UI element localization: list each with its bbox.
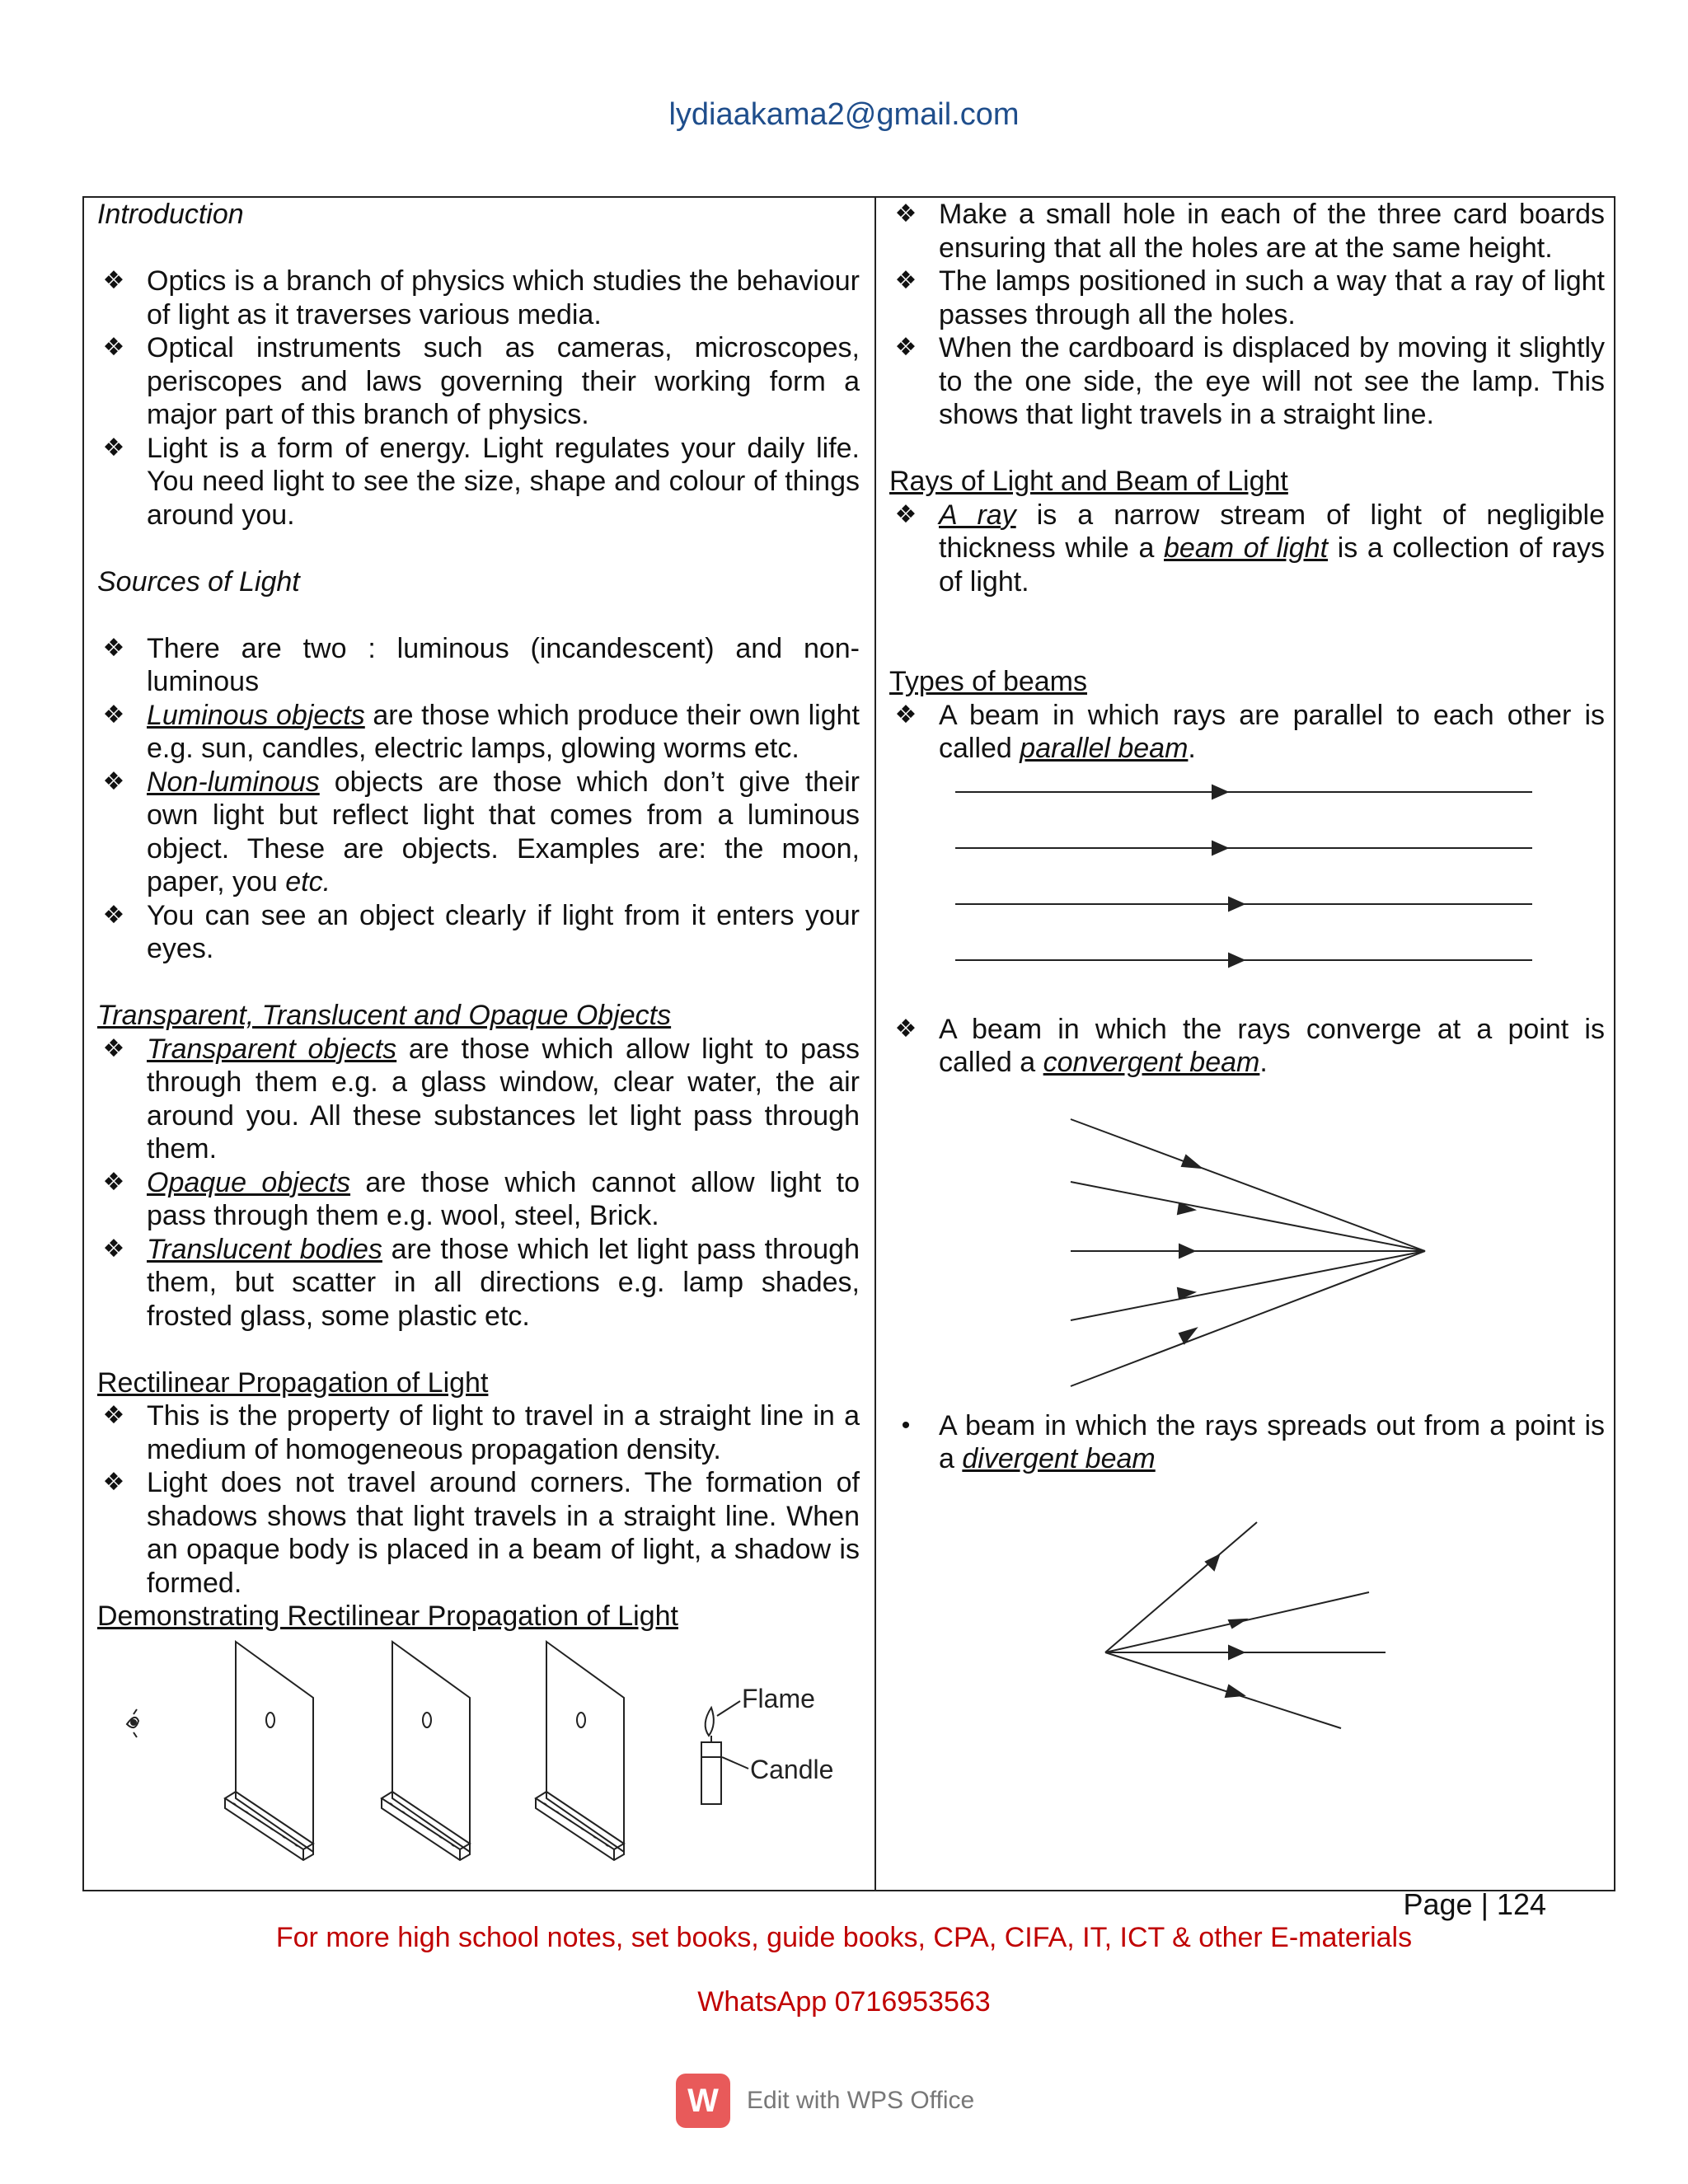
list-item: ❖ Opaque objects are those which cannot allow light to pass through them e.g. wool, steel, Brick. [97,1166,860,1233]
eye-icon [127,1709,138,1737]
list-item: ❖ Transparent objects are those which allow light to pass through them e.g. a glass window, clear water, the air around you. All these substances let light pass through them. [97,1033,860,1166]
list-item: ❖ Make a small hole in each of the three card boards ensuring that all the holes are at the same height. [889,198,1605,265]
heading-sources-of-light: Sources of Light [97,565,300,598]
list-item: ❖ Luminous objects are those which produce their own light e.g. sun, candles, electric lamps, glowing worms etc. [97,699,860,766]
list-item: ❖ Non-luminous objects are those which don’t give their own light but reflect light that comes from a luminous object. These are objects. Examples are: the moon, paper, you etc. [97,766,860,899]
intro-list [97,265,860,532]
wps-badge[interactable] [676,2074,974,2128]
two-column-table [82,196,1615,1891]
diamond-bullet-icon: ❖ [102,334,125,361]
heading-transparent-translucent-opaque: Transparent, Translucent and Opaque Objects [97,1000,672,1031]
heading-rectilinear-propagation: Rectilinear Propagation of Light [97,1366,489,1399]
round-bullet-icon: • [901,1411,911,1439]
diamond-bullet-icon: ❖ [102,267,125,294]
list-item: ❖ Translucent bodies are those which let light pass through them, but scatter in all directions e.g. lamp shades, frosted glass, some plastic etc. [97,1233,860,1333]
term-luminous-objects: Luminous objects [147,699,365,731]
list-item: ❖ The lamps positioned in such a way that a ray of light passes through all the holes. [889,265,1605,331]
term-transparent-objects: Transparent objects [147,1033,397,1065]
candle-icon [701,1708,721,1804]
list-item: ❖ A beam in which rays are parallel to each other is called parallel beam. [889,699,1605,766]
diamond-bullet-icon: ❖ [102,1469,125,1496]
heading-demonstrating-rectilinear: Demonstrating Rectilinear Propagation of Light [97,1601,678,1632]
left-column [97,198,860,1897]
term-opaque-objects: Opaque objects [147,1166,351,1198]
list-item: ❖ You can see an object clearly if light from it enters your eyes. [97,899,860,966]
cardboard-icon [536,1642,624,1860]
list-item: ❖ Optics is a branch of physics which studies the behaviour of light as it traverses various media. [97,265,860,331]
label-candle: Candle [750,1754,834,1784]
wps-logo-icon: W [676,2074,730,2128]
parallel-beam-diagram [889,766,1605,1013]
tto-list [97,1033,860,1333]
diamond-bullet-icon: ❖ [894,500,917,528]
divergent-list [889,1409,1605,1476]
whatsapp-line: WhatsApp 0716953563 [697,1986,991,2018]
list-item: • A beam in which the rays spreads out from a point is a divergent beam [889,1409,1605,1476]
diamond-bullet-icon: ❖ [894,334,917,361]
list-item: ❖ When the cardboard is displaced by moving it slightly to the one side, the eye will not see the lamp. This shows that light travels in a straight line. [889,331,1605,432]
diamond-bullet-icon: ❖ [102,1034,125,1062]
diamond-bullet-icon: ❖ [102,434,125,462]
term-divergent-beam: divergent beam [962,1443,1156,1474]
diamond-bullet-icon: ❖ [894,1015,917,1043]
sources-list [97,632,860,966]
diamond-bullet-icon: ❖ [894,267,917,294]
cardboard-experiment-figure [97,1633,860,1897]
parallel-list [889,699,1605,766]
heading-rays-and-beams: Rays of Light and Beam of Light [889,466,1288,497]
header-email: lydiaakama2@gmail.com [668,97,1020,132]
list-item: ❖ A beam in which the rays converge at a point is called a convergent beam. [889,1013,1605,1080]
divergent-beam-diagram [889,1476,1605,1740]
promo-line: For more high school notes, set books, guide books, CPA, CIFA, IT, ICT & other E-materials [275,1922,1413,1953]
cardboard-icon [225,1642,313,1860]
list-item: ❖ This is the property of light to travel in a straight line in a medium of homogeneous propagation density. [97,1399,860,1466]
column-divider [874,198,876,1890]
diamond-bullet-icon: ❖ [894,200,917,227]
term-beam-of-light: beam of light [1164,532,1329,564]
list-item: ❖ A ray is a narrow stream of light of negligible thickness while a beam of light is a collection of rays of light. [889,499,1605,599]
diamond-bullet-icon: ❖ [102,901,125,929]
list-item: ❖ Optical instruments such as cameras, microscopes, periscopes and laws governing their working form a major part of this branch of physics. [97,331,860,432]
diamond-bullet-icon: ❖ [102,767,125,795]
diamond-bullet-icon: ❖ [102,1168,125,1196]
term-a-ray: A ray [939,499,1016,531]
diamond-bullet-icon: ❖ [102,1235,125,1263]
list-item: ❖ Light does not travel around corners. The formation of shadows shows that light travels in a straight line. When an opaque body is placed in a beam of light, a shadow is formed. [97,1466,860,1600]
wps-edit-label: Edit with WPS Office [747,2087,975,2114]
right-column [889,198,1605,1740]
list-item: ❖ Light is a form of energy. Light regulates your daily life. You need light to see the size, shape and colour of things around you. [97,432,860,532]
rays-list [889,499,1605,599]
convergent-list [889,1013,1605,1080]
heading-types-of-beams: Types of beams [889,666,1088,697]
heading-introduction: Introduction [97,199,244,230]
diamond-bullet-icon: ❖ [894,701,917,729]
cardboard-icon [382,1642,470,1860]
term-non-luminous: Non-luminous [147,766,320,798]
diamond-bullet-icon: ❖ [102,1402,125,1429]
diamond-bullet-icon: ❖ [102,634,125,662]
page-number: Page | 124 [1403,1887,1546,1921]
term-translucent-bodies: Translucent bodies [147,1233,382,1265]
demo-steps-list [889,198,1605,432]
label-flame: Flame [742,1683,815,1713]
list-item: ❖ There are two : luminous (incandescent) and non-luminous [97,632,860,699]
term-parallel-beam: parallel beam [1020,733,1189,764]
convergent-beam-diagram [889,1080,1605,1409]
diamond-bullet-icon: ❖ [102,701,125,729]
term-convergent-beam: convergent beam [1043,1047,1260,1078]
rectilinear-list [97,1399,860,1600]
